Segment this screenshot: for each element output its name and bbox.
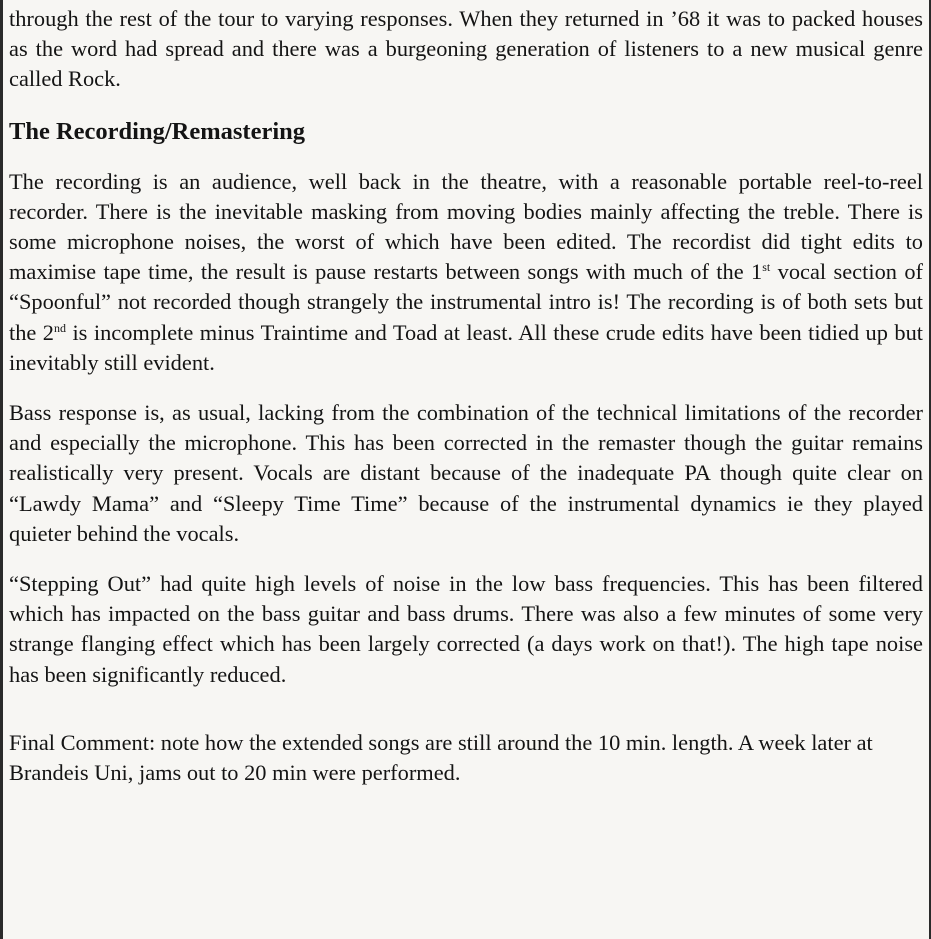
recording-text-part-2: vocal section of “Spoonful” not recorded though strangely the instrumental intro is! The recording is of both sets but the 2: [9, 259, 923, 345]
intro-paragraph: through the rest of the tour to varying responses. When they returned in ’68 it was to packed houses as the word had spread and there was a burgeoning generation of listeners to a new musical genre called Rock.: [9, 6, 923, 92]
recording-text-part-1: The recording is an audience, well back in the theatre, with a reasonable portable reel-to-reel recorder. There is the inevitable masking from moving bodies mainly affecting the treble. There is some microphone noises, the worst of which have been edited. The recordist did tight edits to maximise tape time, the result is pause restarts between songs with much of the 1: [9, 168, 923, 285]
section-heading: The Recording/Remastering: [9, 117, 305, 145]
recording-text-part-3: is incomplete minus Traintime and Toad at least. All these crude edits have been tidied up but inevitably still evident.: [9, 319, 924, 375]
final-comment-paragraph: Final Comment: note how the extended songs are still around the 10 min. length. A week later at Brandeis Uni, jams out to 20 min were performed.: [9, 729, 873, 786]
ordinal-superscript-second: nd: [54, 320, 67, 335]
bass-response-paragraph: Bass response is, as usual, lacking from the combination of the technical limitations of the recorder and especially the microphone. This has been corrected in the remaster though the guitar remains realistically very present. Vocals are distant because of the inadequate PA though quite clear on “Lawdy Mama” and “Sleepy Time Time” because of the instrumental dynamics ie they played quieter behind the vocals.: [9, 400, 923, 546]
recording-paragraph: [9, 167, 923, 378]
document-body: [9, 4, 923, 788]
stepping-out-paragraph: “Stepping Out” had quite high levels of noise in the low bass frequencies. This has been filtered which has impacted on the bass guitar and bass drums. There was also a few minutes of some very strange flanging effect which has been largely corrected (a days work on that!). The high tape noise has been significantly reduced.: [9, 571, 923, 687]
ordinal-superscript-first: st: [762, 260, 771, 275]
